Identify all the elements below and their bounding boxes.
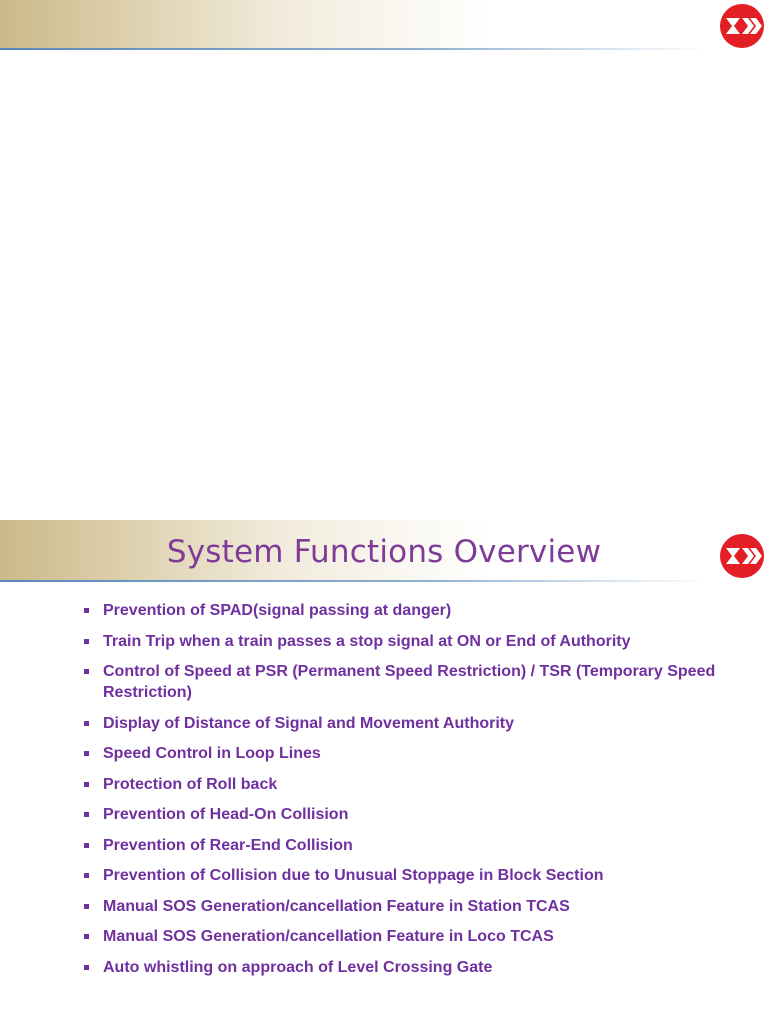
bullet-list — [82, 600, 732, 987]
square-bullet-icon — [84, 904, 89, 909]
slide-1 — [0, 0, 768, 510]
bullet-item — [82, 896, 732, 917]
bullet-item — [82, 743, 732, 764]
bullet-item — [82, 713, 732, 734]
bullet-text: Prevention of Rear-End Collision — [103, 836, 353, 854]
square-bullet-icon — [84, 965, 89, 970]
bullet-text: Prevention of Head-On Collision — [103, 806, 349, 823]
square-bullet-icon — [84, 751, 89, 756]
bullet-text: Display of Distance of Signal and Movement Authority — [103, 714, 515, 732]
bullet-text: Control of Speed at PSR (Permanent Speed Restriction) / TSR (Temporary Speed Restriction) — [103, 663, 716, 701]
square-bullet-icon — [84, 843, 89, 848]
slide-2 — [0, 512, 768, 1022]
bullet-text: Prevention of Collision due to Unusual Stoppage in Block Section — [103, 867, 604, 884]
square-bullet-icon — [84, 873, 89, 878]
square-bullet-icon — [84, 812, 89, 817]
bullet-text: Speed Control in Loop Lines — [103, 745, 321, 762]
bullet-item — [82, 835, 732, 856]
square-bullet-icon — [84, 721, 89, 726]
bullet-item — [82, 631, 732, 652]
bullet-text: Train Trip when a train passes a stop signal at ON or End of Authority — [103, 632, 631, 650]
bullet-item — [82, 926, 732, 947]
square-bullet-icon — [84, 934, 89, 939]
company-logo-icon — [718, 2, 766, 50]
bullet-text: Prevention of SPAD(signal passing at danger) — [103, 602, 452, 619]
bullet-text: Manual SOS Generation/cancellation Feature in Station TCAS — [103, 897, 570, 915]
bullet-item — [82, 804, 732, 825]
header-divider — [0, 48, 710, 50]
square-bullet-icon — [84, 639, 89, 644]
square-bullet-icon — [84, 782, 89, 787]
header-band — [0, 0, 700, 48]
bullet-text: Protection of Roll back — [103, 775, 278, 793]
bullet-item — [82, 957, 732, 978]
bullet-item — [82, 600, 732, 621]
bullet-text: Auto whistling on approach of Level Crossing Gate — [103, 958, 493, 976]
bullet-item — [82, 661, 732, 703]
slide-title: System Functions Overview — [166, 534, 602, 570]
square-bullet-icon — [84, 608, 89, 613]
bullet-item — [82, 774, 732, 795]
bullet-text: Manual SOS Generation/cancellation Feature in Loco TCAS — [103, 928, 554, 945]
bullet-item — [82, 865, 732, 886]
square-bullet-icon — [84, 669, 89, 674]
header-divider — [0, 580, 710, 582]
